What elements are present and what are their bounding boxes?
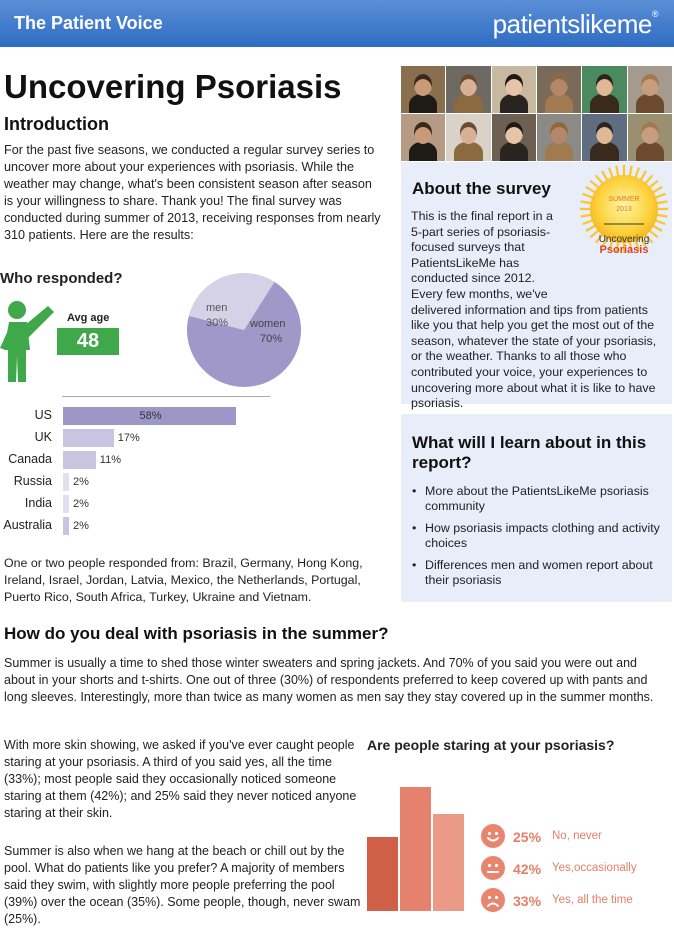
country-label: India	[24, 496, 52, 510]
country-row-australia	[0, 517, 300, 535]
divider-line	[62, 396, 270, 397]
pie-label-men-name: men	[206, 302, 228, 314]
patientslikeme-logo[interactable]	[493, 9, 658, 40]
country-value-label: 11%	[99, 454, 121, 466]
country-label: Russia	[13, 474, 52, 488]
patient-photo	[537, 114, 581, 161]
patient-photo	[537, 66, 581, 113]
staring-category-label: Yes, all the time	[552, 894, 633, 906]
patient-photo	[401, 66, 445, 113]
page-title: Uncovering Psoriasis	[4, 68, 342, 105]
country-value-label: 17%	[117, 432, 140, 444]
who-responded-heading: Who responded?	[0, 270, 123, 287]
summer-2013-sun-badge	[579, 164, 669, 254]
badge-season: SUMMER	[608, 196, 640, 203]
person-waving-icon	[0, 298, 60, 384]
country-bar	[63, 517, 69, 535]
pie-label-women	[250, 318, 285, 345]
patient-photo	[401, 114, 445, 161]
country-row-uk	[0, 429, 300, 447]
neutral-face-icon	[481, 856, 505, 880]
learn-item: • Differences men and women report about their psoriasis	[411, 558, 661, 587]
avg-age-value: 48	[57, 328, 119, 355]
summer-paragraph-1: Summer is usually a time to shed those winter sweaters and spring jackets. And 70% of you said you were out and about in your shorts and t-shirts. One out of three (30%) of respondents preferred to keep covered up with pants and long sleeves. Interestingly, more than twice as many women as men say they stay covered up in the summer months.	[4, 656, 654, 704]
country-label: Canada	[8, 452, 52, 466]
intro-text: For the past five seasons, we conducted a regular survey series to uncover more about your experiences with psoriasis. While the weather may change, what's been consistent season after season is your willingness to share. Thank you! The final survey was conducted during summer of 2013, receiving responses from nearly 310 patients. Here are the results:	[4, 143, 381, 242]
patient-photo	[492, 114, 536, 161]
country-value-label: 58%	[139, 410, 162, 422]
country-row-canada	[0, 451, 300, 469]
pie-label-men	[206, 302, 228, 329]
learn-item: • More about the PatientsLikeMe psoriasis community	[411, 484, 661, 513]
staring-bar	[367, 837, 398, 911]
other-countries-text: One or two people responded from: Brazil, Germany, Hong Kong, Ireland, Israel, Jordan, Latvia, Mexico, the Netherlands, Portugal, Puerto Rico, South Africa, Turkey, Ukraine and Vietnam.	[4, 556, 363, 604]
country-bar	[63, 451, 96, 469]
intro-heading: Introduction	[4, 114, 109, 134]
country-bar	[63, 429, 114, 447]
about-survey-box	[401, 162, 672, 411]
staring-bar	[400, 787, 431, 911]
staring-pct-label: 33%	[513, 893, 542, 909]
patient-photo	[492, 66, 536, 113]
summer-paragraph-2: With more skin showing, we asked if you've ever caught people staring at your psoriasis. A third of you said yes, all the time (33%); most people said they occasionally noticed someone staring at them (42%); and 25% said they never noticed anyone staring at their skin.	[4, 738, 357, 820]
country-bar	[63, 473, 69, 491]
patient-photo	[446, 66, 490, 113]
country-bar	[63, 495, 69, 513]
pie-label-men-pct: 30%	[206, 317, 229, 329]
staring-category-label: No, never	[552, 830, 602, 842]
country-label: US	[34, 408, 52, 422]
summer-heading: How do you deal with psoriasis in the summer?	[4, 624, 389, 643]
learn-list	[411, 484, 661, 595]
badge-line1: Uncovering	[598, 234, 650, 245]
country-label: UK	[34, 430, 52, 444]
avg-age-label: Avg age	[67, 312, 110, 324]
patient-photo	[582, 114, 626, 161]
staring-bar	[433, 814, 464, 911]
about-survey-heading: About the survey	[412, 179, 551, 198]
patient-photo	[628, 114, 672, 161]
country-value-label: 2%	[73, 476, 89, 488]
patient-photo-grid	[401, 66, 672, 161]
country-row-india	[0, 495, 300, 513]
country-row-russia	[0, 473, 300, 491]
country-label: Australia	[3, 518, 52, 532]
pie-label-women-pct: 70%	[260, 333, 283, 345]
staring-pct-label: 42%	[513, 861, 542, 877]
logo-registered-mark: ®	[651, 9, 658, 19]
country-value-label: 2%	[73, 498, 89, 510]
about-survey-text: This is the final report in a 5-part series of psoriasis-focused surveys that PatientsLikeMe has conducted since 2012. Every few months, we've delivered information and tips from patients like you that help you get the most out of the season, whatever the state of your psoriasis, or the weather. Thanks to all those who contributed your voice, your experiences to uncovering more about what it is like to have psoriasis.	[411, 209, 657, 411]
logo-text: patientslikeme	[492, 9, 652, 39]
patient-photo	[628, 66, 672, 113]
country-value-label: 2%	[73, 520, 89, 532]
patient-photo	[582, 66, 626, 113]
staring-chart-title: Are people staring at your psoriasis?	[367, 737, 615, 753]
header-bar	[0, 0, 674, 47]
header-title: The Patient Voice	[14, 13, 163, 33]
summer-paragraph-3: Summer is also when we hang at the beach or chill out by the pool. What do patients like you prefer? A majority of members said they swim, with slightly more people preferring the pool (39%) over the ocean (35%). Some people, though, never swam (25%).	[4, 844, 361, 926]
sad-face-icon	[481, 888, 505, 912]
learn-heading: What will I learn about in this report?	[412, 433, 647, 472]
badge-line2: Psoriasis	[599, 244, 649, 254]
country-row-us	[0, 407, 300, 425]
pie-label-women-name: women	[250, 318, 286, 330]
learn-box	[401, 414, 672, 602]
learn-item: • How psoriasis impacts clothing and activity choices	[411, 521, 661, 550]
patient-photo	[446, 114, 490, 161]
happy-face-icon	[481, 824, 505, 848]
staring-pct-label: 25%	[513, 829, 542, 845]
badge-year: 2013	[616, 206, 632, 213]
staring-category-label: Yes,occasionally	[552, 862, 637, 874]
